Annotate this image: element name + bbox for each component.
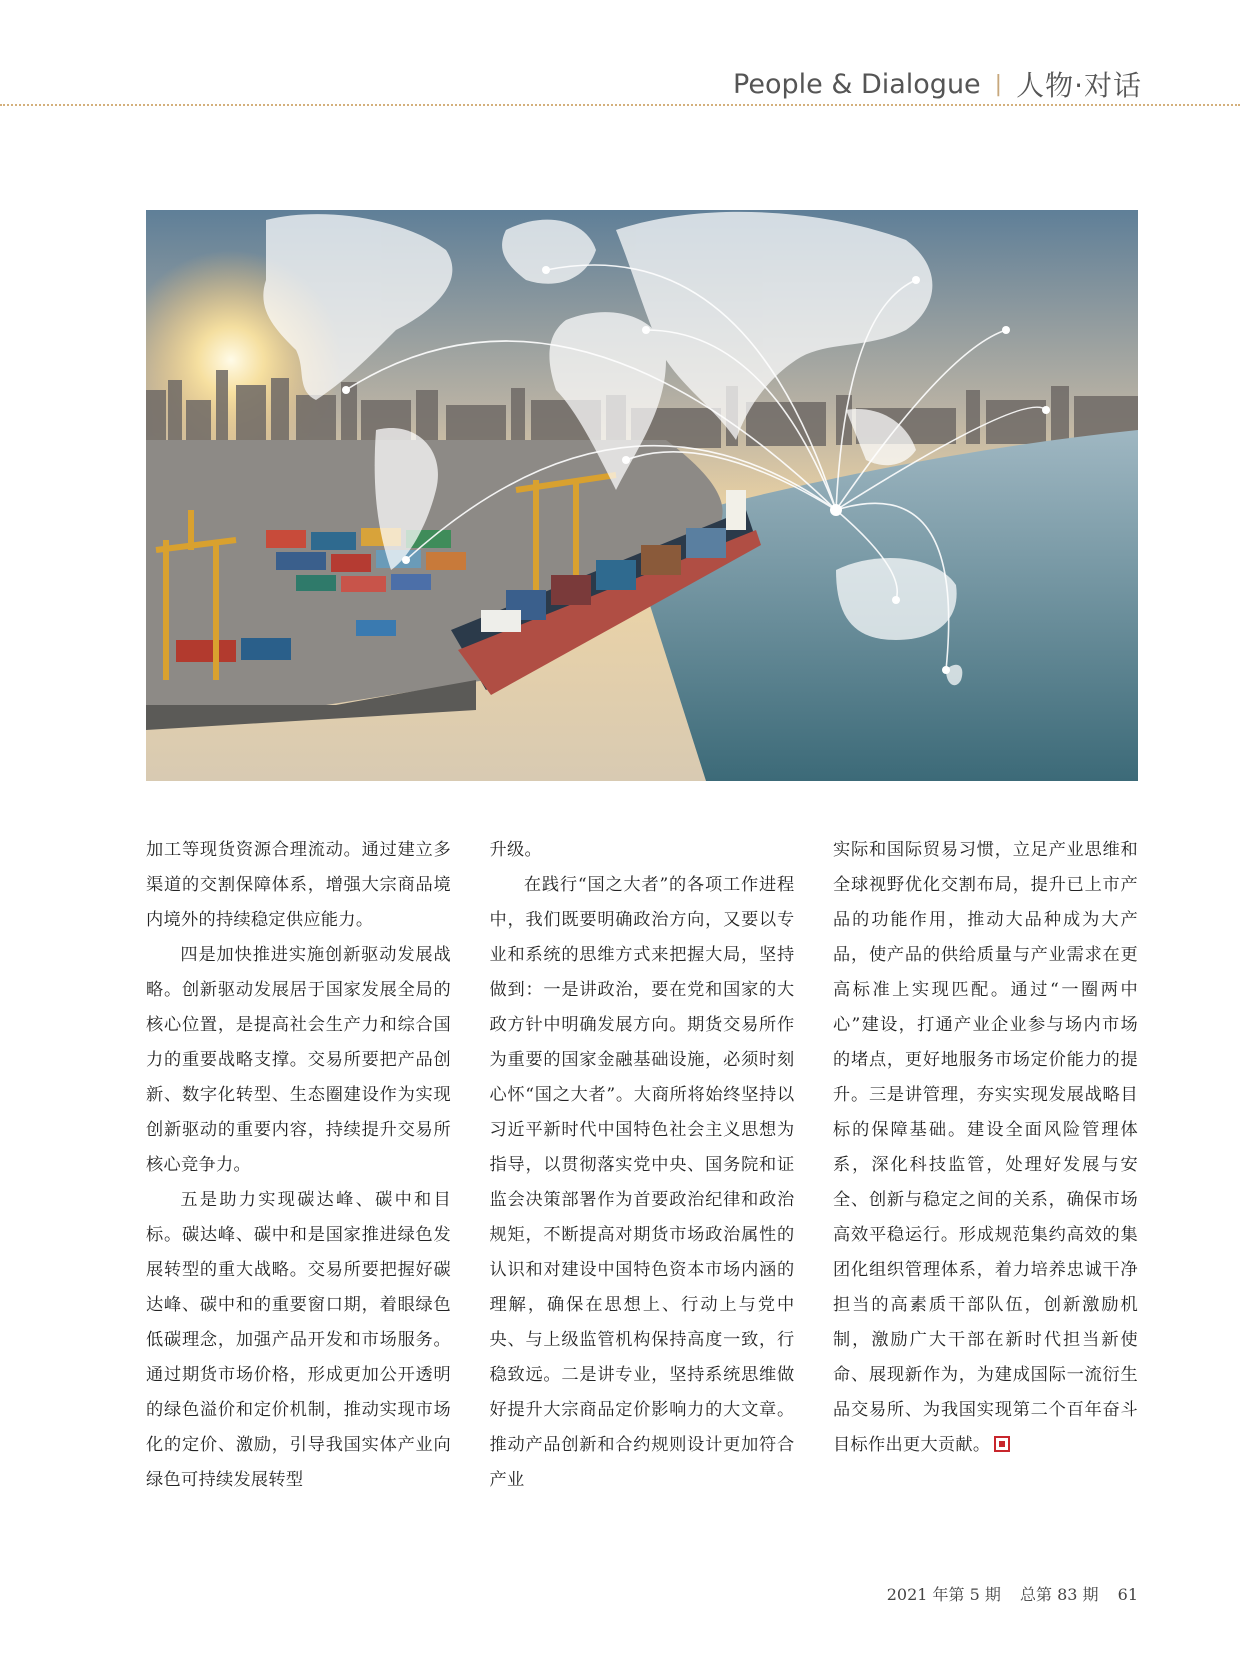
article-body bbox=[146, 833, 1138, 1498]
page-footer bbox=[887, 1582, 1138, 1605]
end-of-article-mark-icon bbox=[994, 1436, 1010, 1452]
section-title-zh: 人物·对话 bbox=[1016, 69, 1142, 102]
text-column-1 bbox=[146, 833, 451, 1498]
header-separator: | bbox=[994, 71, 1003, 97]
paragraph: 实际和国际贸易习惯，立足产业思维和全球视野优化交割布局，提升已上市产品的功能作用，推动大品种成为大产品，使产品的供给质量与产业需求在更高标准上实现匹配。通过“一圈两中心”建设，打通产业企业参与场内市场的堵点，更好地服务市场定价能力的提升。三是讲管理，夯实实现发展战略目标的保障基础。建设全面风险管理体系，深化科技监管，处理好发展与安全、创新与稳定之间的关系，确保市场高效平稳运行。形成规范集约高效的集团化组织管理体系，着力培养忠诚干净担当的高素质干部队伍，创新激励机制，激励广大干部在新时代担当新使命、展现新作为，为建成国际一流衍生品交易所、为我国实现第二个百年奋斗目标作出更大贡献。 bbox=[833, 840, 1138, 1455]
port-world-map-photo bbox=[146, 210, 1138, 781]
header-divider bbox=[0, 104, 1240, 106]
running-header bbox=[733, 64, 1142, 104]
text-column-2 bbox=[490, 833, 795, 1498]
paragraph: 在践行“国之大者”的各项工作进程中，我们既要明确政治方向，又要以专业和系统的思维方式来把握大局，坚持做到：一是讲政治，要在党和国家的大政方针中明确发展方向。期货交易所作为重要的国家金融基础设施，必须时刻心怀“国之大者”。大商所将始终坚持以习近平新时代中国特色社会主义思想为指导，以贯彻落实党中央、国务院和证监会决策部署作为首要政治纪律和政治规矩，不断提高对期货市场政治属性的认识和对建设中国特色资本市场内涵的理解，确保在思想上、行动上与党中央、与上级监管机构保持高度一致，行稳致远。二是讲专业，坚持系统思维做好提升大宗商品定价影响力的大文章。推动产品创新和合约规则设计更加符合产业 bbox=[489, 875, 795, 1490]
paragraph: 五是助力实现碳达峰、碳中和目标。碳达峰、碳中和是国家推进绿色发展转型的重大战略。交易所要把握好碳达峰、碳中和的重要窗口期，着眼绿色低碳理念，加强产品开发和市场服务。通过期货市场价格，形成更加公开透明的绿色溢价和定价机制，推动实现市场化的定价、激励，引导我国实体产业向绿色可持续发展转型 bbox=[146, 1190, 451, 1490]
paragraph: 升级。 bbox=[489, 840, 542, 860]
page-number: 61 bbox=[1117, 1585, 1138, 1604]
section-title-en: People & Dialogue bbox=[733, 68, 981, 100]
paragraph: 四是加快推进实施创新驱动发展战略。创新驱动发展居于国家发展全局的核心位置，是提高社会生产力和综合国力的重要战略支撑。交易所要把产品创新、数字化转型、生态圈建设作为实现创新驱动的重要内容，持续提升交易所核心竞争力。 bbox=[146, 945, 451, 1175]
total-issue-label: 总第 83 期 bbox=[1020, 1585, 1099, 1604]
paragraph-with-end-mark bbox=[833, 833, 1138, 1463]
issue-label: 2021 年第 5 期 bbox=[886, 1585, 1001, 1604]
text-column-3 bbox=[833, 833, 1138, 1498]
paragraph: 加工等现货资源合理流动。通过建立多渠道的交割保障体系，增强大宗商品境内境外的持续稳定供应能力。 bbox=[146, 840, 451, 930]
